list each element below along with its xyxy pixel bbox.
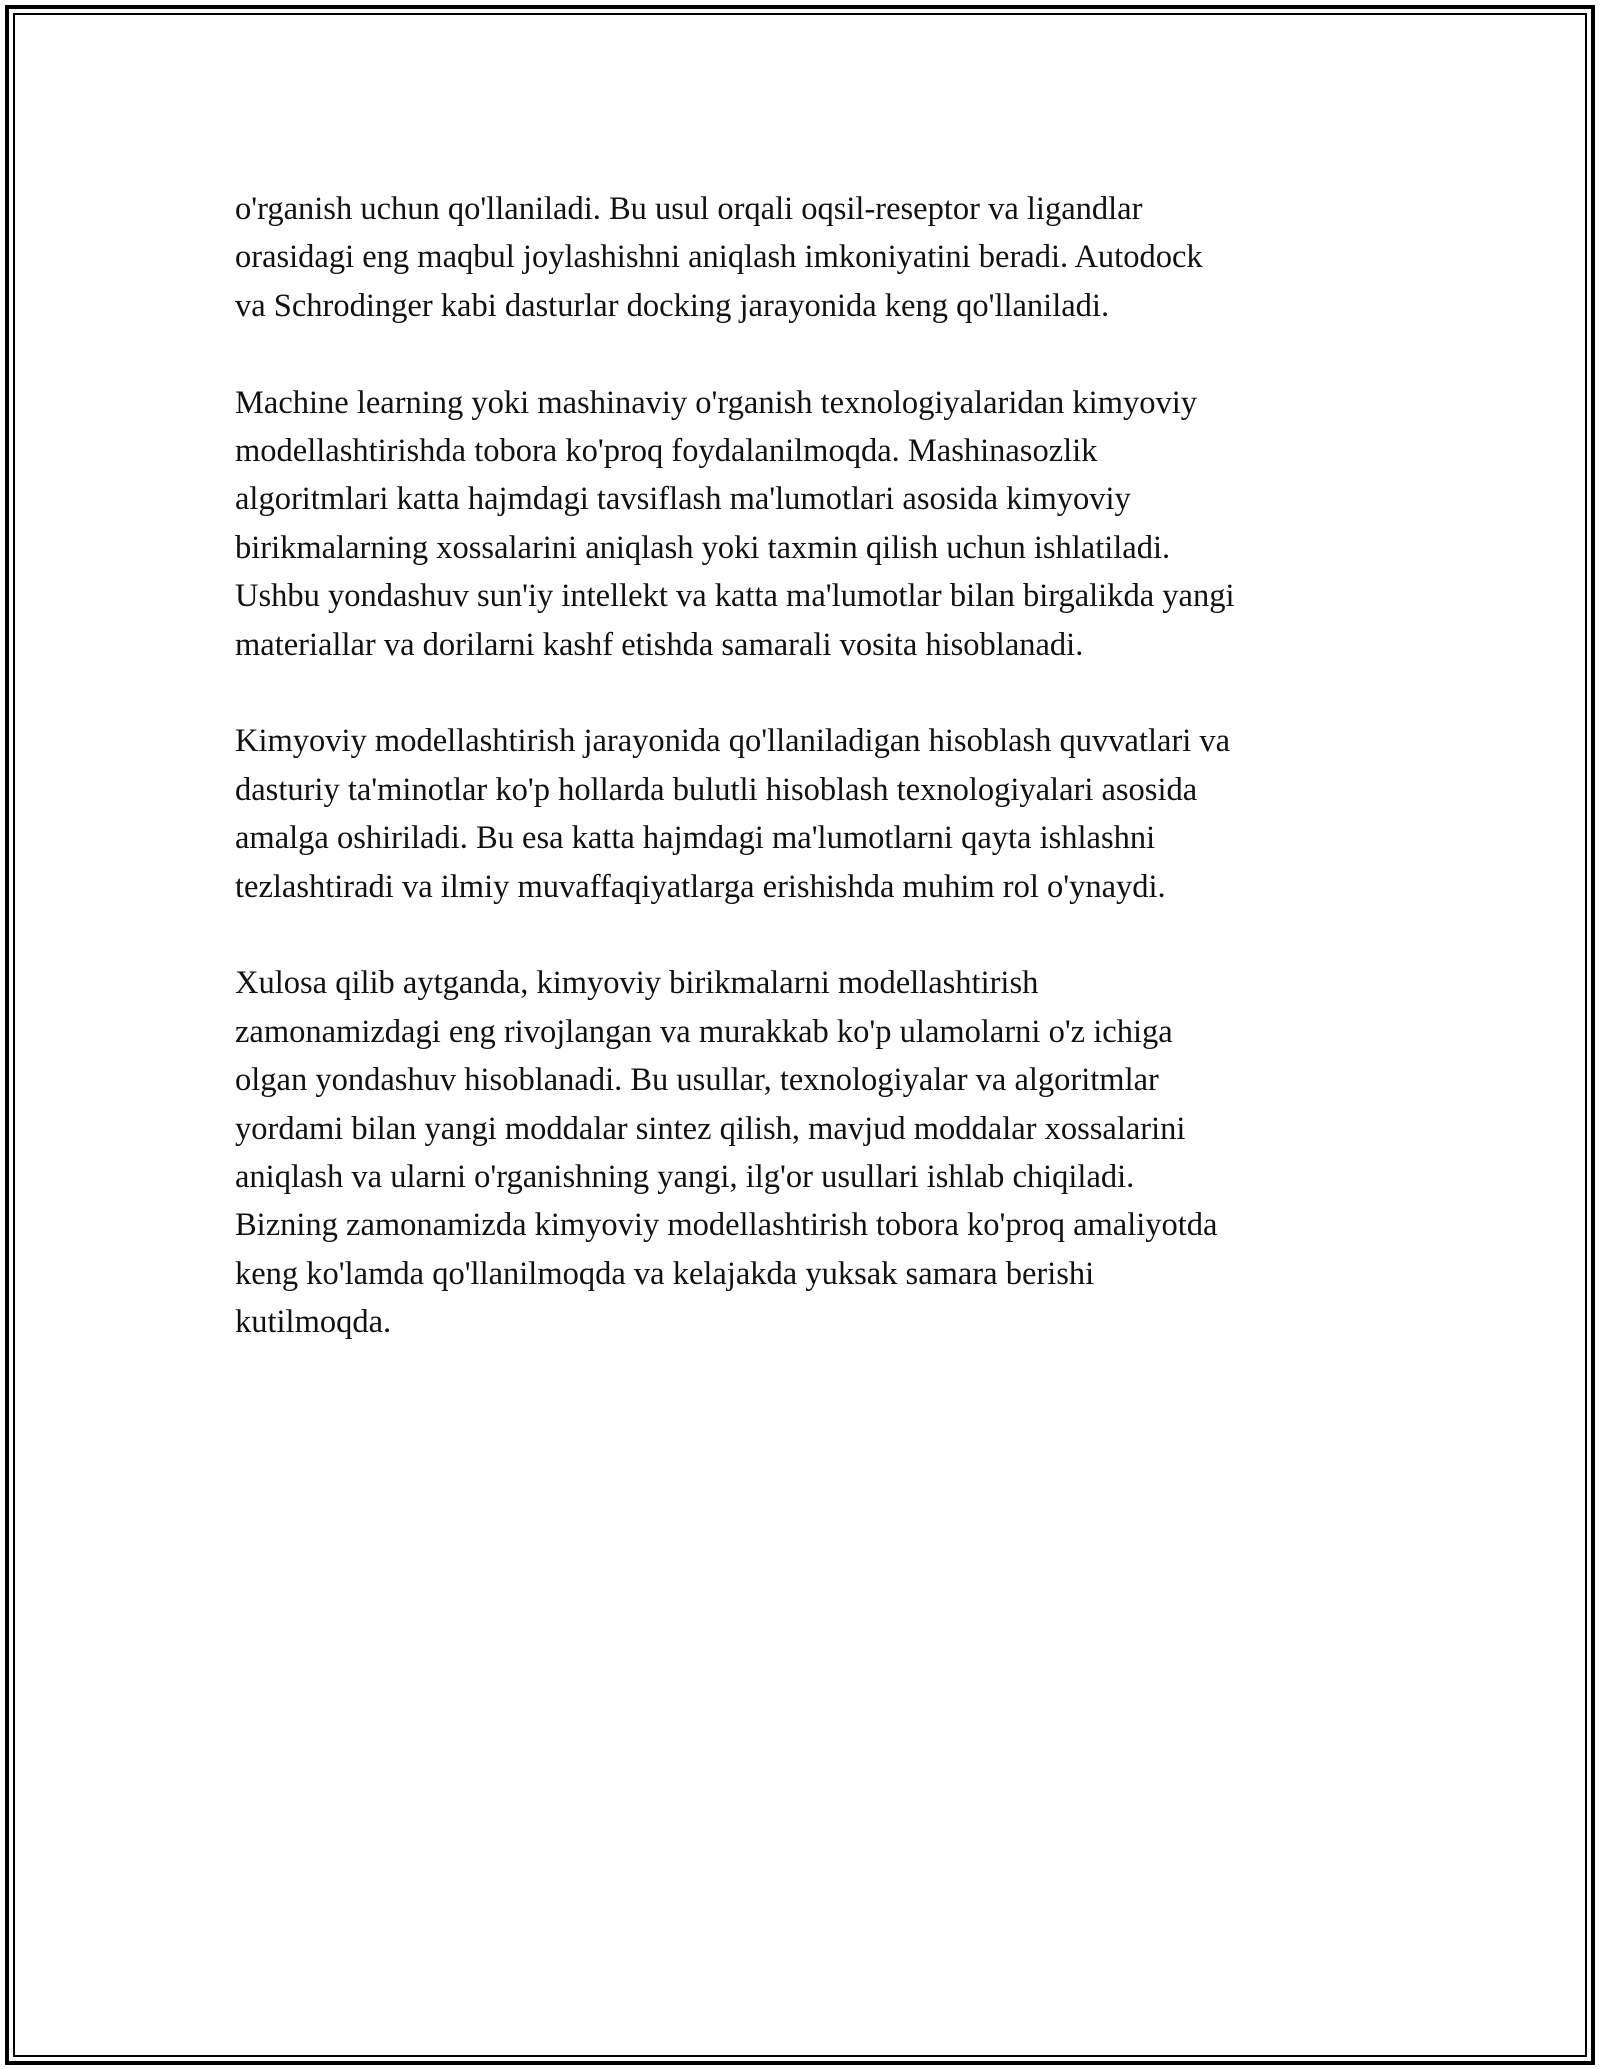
paragraph-machine-learning: Machine learning yoki mashinaviy o'rganish texnologiyalaridan kimyoviy modellashtirishda tobora ko'proq foydalanilmoqda. Mashinasozlik algoritmlari katta hajmdagi tavsiflash ma'lumotlari asosida kimyoviy birikmalarning xossalarini aniqlash yoki taxmin qilish uchun ishlatiladi. Ushbu yondashuv sun'iy intellekt va katta ma'lumotlar bilan birgalikda yangi materiallar va dorilarni kashf etishda samarali vosita hisoblanadi. — [235, 384, 1235, 663]
document-body — [235, 185, 1380, 1395]
paragraph-docking: o'rganish uchun qo'llaniladi. Bu usul orqali oqsil-reseptor va ligandlar orasidagi eng maqbul joylashishni aniqlash imkoniyatini beradi. Autodock va Schrodinger kabi dasturlar docking jarayonida keng qo'llaniladi. — [235, 191, 1203, 324]
paragraph-cloud-computing: Kimyoviy modellashtirish jarayonida qo'llaniladigan hisoblash quvvatlari va dasturiy ta'minotlar ko'p hollarda bulutli hisoblash texnologiyalari asosida amalga oshiriladi. Bu esa katta hajmdagi ma'lumotlarni qayta ishlashni tezlashtiradi va ilmiy muvaffaqiyatlarga erishishda muhim rol o'ynaydi. — [235, 723, 1231, 905]
paragraph-conclusion: Xulosa qilib aytganda, kimyoviy birikmalarni modellashtirish zamonamizdagi eng rivojlangan va murakkab ko'p ulamolarni o'z ichiga olgan yondashuv hisoblanadi. Bu usullar, texnologiyalar va algoritmlar yordami bilan yangi moddalar sintez qilish, mavjud moddalar xossalarini aniqlash va ularni o'rganishning yangi, ilg'or usullari ishlab chiqiladi. Bizning zamonamizda kimyoviy modellashtirish tobora ko'proq amaliyotda keng ko'lamda qo'llanilmoqda va kelajakda yuksak samara berishi kutilmoqda. — [235, 965, 1218, 1341]
